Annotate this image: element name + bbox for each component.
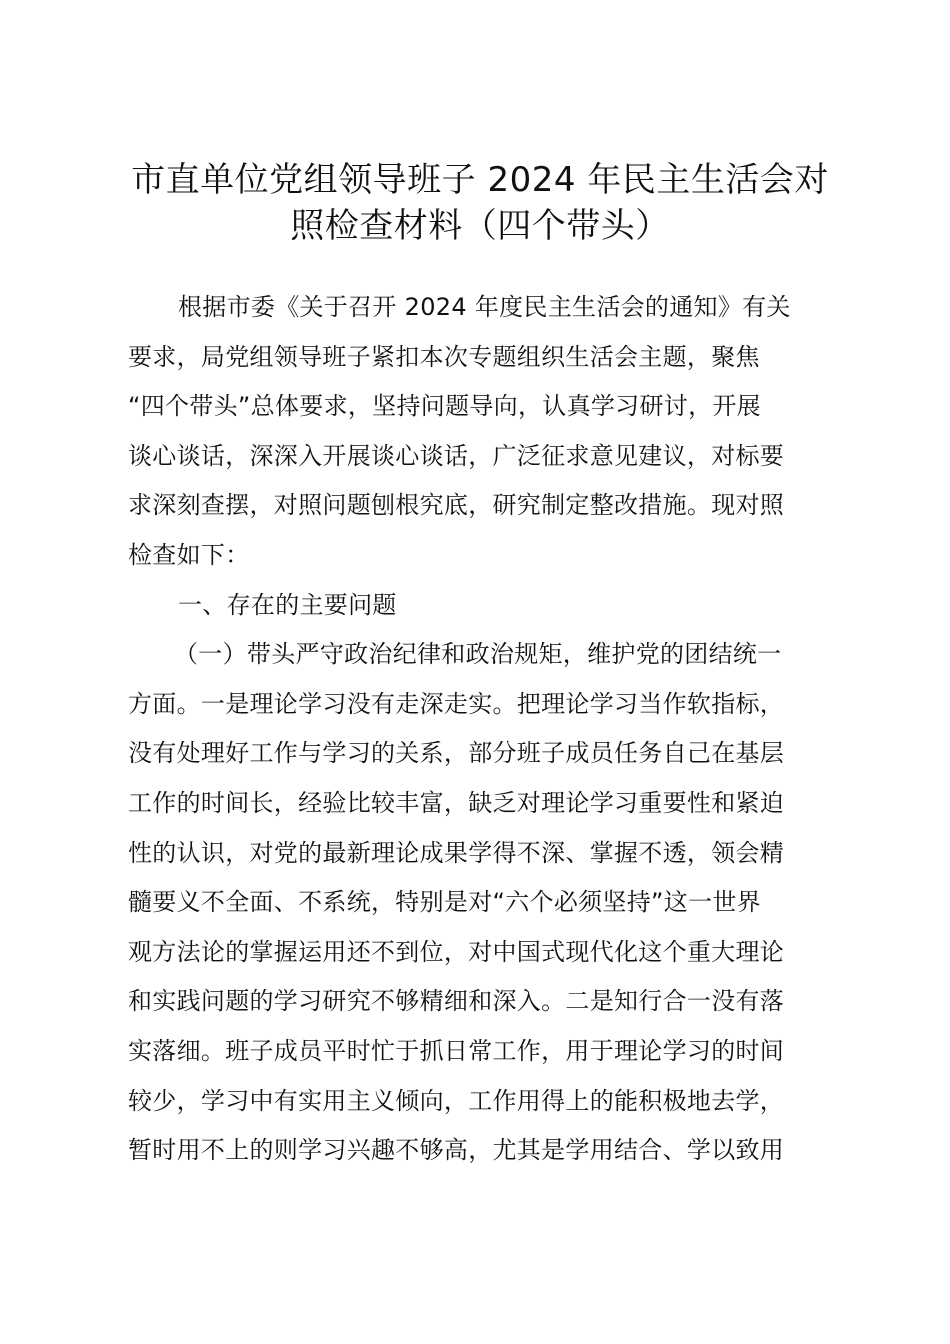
paragraph-line: 求深刻查摆，对照问题刨根究底，研究制定整改措施。现对照 (128, 491, 785, 520)
paragraph-line: 谈心谈话，深深入开展谈心谈话，广泛征求意见建议，对标要 (128, 441, 785, 470)
paragraph-line: （一）带头严守政治纪律和政治规矩，维护党的团结统一 (174, 640, 782, 669)
paragraph-line: 没有处理好工作与学习的关系，部分班子成员任务自己在基层 (128, 739, 785, 768)
paragraph-line: 性的认识，对党的最新理论成果学得不深、掌握不透，领会精 (128, 838, 785, 867)
document-body (128, 283, 838, 1176)
paragraph-line: “四个带头”总体要求，坚持问题导向，认真学习研讨，开展 (128, 392, 761, 421)
document-title (125, 157, 835, 249)
paragraph-line: 实落细。班子成员平时忙于抓日常工作，用于理论学习的时间 (128, 1036, 785, 1065)
paragraph-line: 和实践问题的学习研究不够精细和深入。二是知行合一没有落 (128, 987, 785, 1016)
paragraph-line: 暂时用不上的则学习兴趣不够高，尤其是学用结合、学以致用 (128, 1136, 785, 1165)
paragraph-line: 观方法论的掌握运用还不到位，对中国式现代化这个重大理论 (128, 937, 785, 966)
paragraph-line: 要求，局党组领导班子紧扣本次专题组织生活会主题，聚焦 (128, 342, 760, 371)
paragraph-line: 检查如下： (128, 540, 250, 569)
paragraph-line: 方面。一是理论学习没有走深走实。把理论学习当作软指标， (128, 689, 785, 718)
title-line-2: 照检查材料（四个带头） (290, 206, 670, 246)
title-line-1: 市直单位党组领导班子 2024 年民主生活会对 (131, 160, 829, 200)
paragraph-line: 根据市委《关于召开 2024 年度民主生活会的通知》有关 (178, 293, 791, 321)
section-heading: 一、存在的主要问题 (178, 590, 397, 619)
paragraph-line: 髓要义不全面、不系统，特别是对“六个必须坚持”这一世界 (128, 888, 761, 917)
paragraph-line: 较少，学习中有实用主义倾向，工作用得上的能积极地去学， (128, 1086, 785, 1115)
paragraph-line: 工作的时间长，经验比较丰富，缺乏对理论学习重要性和紧迫 (128, 788, 785, 817)
